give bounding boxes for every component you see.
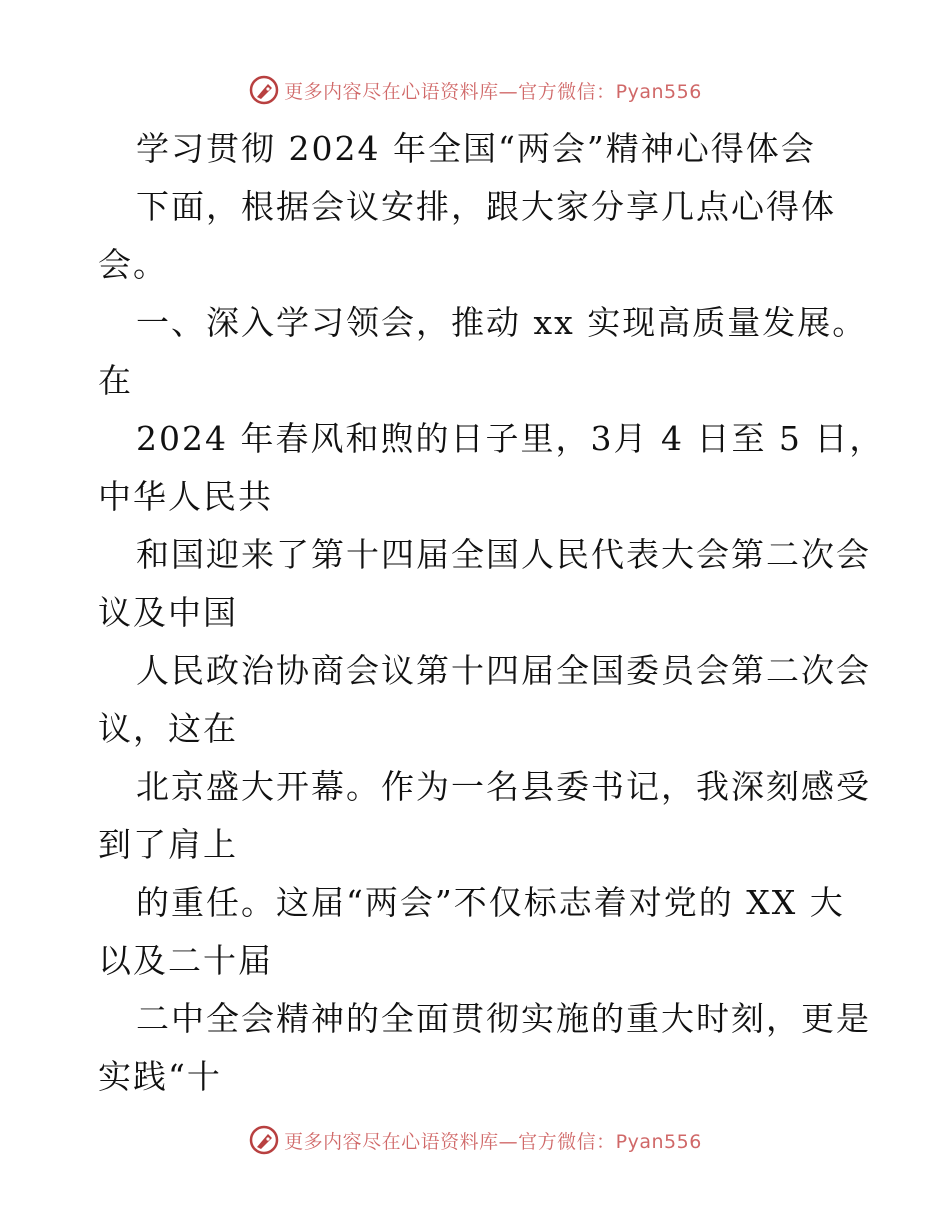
paragraph-line: 议及中国 [98, 593, 238, 632]
pen-nib-icon [248, 74, 280, 106]
paragraph-line: 北京盛大开幕。作为一名县委书记，我深刻感受 [136, 767, 871, 806]
paragraph-line: 会。 [98, 245, 168, 284]
paragraph-line: 和国迎来了第十四届全国人民代表大会第二次会 [136, 535, 871, 574]
watermark-text: 更多内容尽在心语资料库—官方微信：Pyan556 [284, 1130, 702, 1153]
paragraph-line: 实践“十 [98, 1057, 222, 1096]
paragraph-line: 在 [98, 361, 133, 400]
paragraph-line: 二中全会精神的全面贯彻实施的重大时刻，更是 [136, 999, 871, 1038]
pen-nib-icon [248, 1124, 280, 1156]
paragraph-line: 人民政治协商会议第十四届全国委员会第二次会 [136, 651, 871, 690]
document-body [98, 120, 888, 1106]
paragraph-line: 中华人民共 [98, 477, 273, 516]
paragraph-line: 2024 年春风和煦的日子里，3月 4 日至 5 日， [136, 419, 885, 458]
watermark-banner-bottom [0, 1120, 950, 1160]
paragraph-line: 议，这在 [98, 709, 238, 748]
document-title: 学习贯彻 2024 年全国“两会”精神心得体会 [136, 129, 816, 168]
paragraph-line: 以及二十届 [98, 941, 273, 980]
section-heading: 一、深入学习领会，推动 xx 实现高质量发展。 [136, 303, 868, 342]
paragraph-line: 到了肩上 [98, 825, 238, 864]
watermark-banner-top [0, 70, 950, 110]
paragraph-line: 的重任。这届“两会”不仅标志着对党的 XX 大 [136, 883, 845, 922]
paragraph-line: 下面，根据会议安排，跟大家分享几点心得体 [136, 187, 836, 226]
watermark-text: 更多内容尽在心语资料库—官方微信：Pyan556 [284, 80, 702, 103]
